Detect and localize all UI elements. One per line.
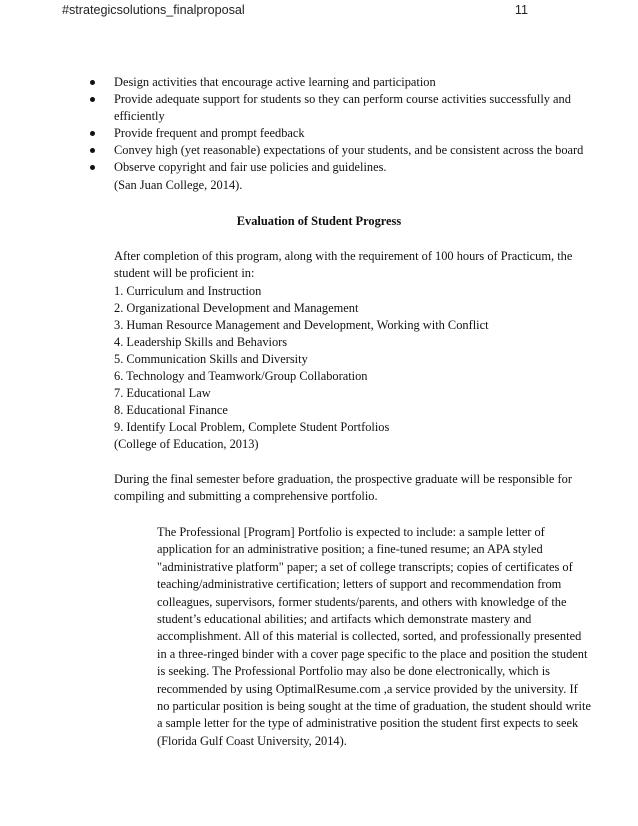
bullet-icon	[90, 97, 95, 102]
competency-list	[114, 283, 489, 436]
citation-college-of-education: (College of Education, 2013)	[114, 437, 259, 451]
page-header	[62, 3, 576, 19]
list-item: 2. Organizational Development and Management	[114, 301, 359, 315]
list-item: 7. Educational Law	[114, 386, 211, 400]
list-item: 5. Communication Skills and Diversity	[114, 352, 308, 366]
list-item: 4. Leadership Skills and Behaviors	[114, 335, 288, 349]
bullet-item: Observe copyright and fair use policies and guidelines.	[90, 159, 590, 176]
bullet-icon	[90, 148, 95, 153]
list-item: 1. Curriculum and Instruction	[114, 284, 262, 298]
bullet-icon	[90, 131, 95, 136]
bullet-icon	[90, 165, 95, 170]
bullet-item: Provide adequate support for students so they can perform course activities successfully and efficiently	[90, 91, 590, 125]
list-item: 8. Educational Finance	[114, 403, 228, 417]
page-number: 11	[514, 3, 528, 17]
list-item: 9. Identify Local Problem, Complete Student Portfolios	[114, 420, 390, 434]
intro-paragraph: After completion of this program, along with the requirement of 100 hours of Practicum, the student will be proficient in:	[114, 249, 573, 280]
guidelines-bullet-list	[90, 74, 590, 176]
bullet-item: Design activities that encourage active learning and participation	[90, 74, 590, 91]
final-semester-paragraph: During the final semester before graduation, the prospective graduate will be responsible for compiling and submitting a comprehensive portfolio.	[114, 472, 572, 503]
portfolio-block-quote: The Professional [Program] Portfolio is expected to include: a sample letter of application for an administrative position; a fine-tuned resume; an APA styled "administrative platform" paper; a set of college transcripts; copies of certificates of teaching/administrative certification; letters of support and recommendation from colleagues, supervisors, former students/parents, and others with knowledge of the student’s educational abilities; and artifacts which demonstrate mastery and accomplishment. All of this material is collected, sorted, and professionally presented in a three-ringed binder with a cover page specific to the place and position the student is seeking. The Professional Portfolio may also be done electronically, which is recommended by using OptimalResume.com ,a service provided by the university. If no particular position is being sought at the time of graduation, the student should write a sample letter for the type of administrative position the student first expects to seek (Florida Gulf Coast University, 2014).	[157, 525, 591, 748]
list-item: 3. Human Resource Management and Development, Working with Conflict	[114, 318, 489, 332]
section-heading: Evaluation of Student Progress	[236, 214, 402, 228]
bullet-icon	[90, 80, 95, 85]
citation-san-juan: (San Juan College, 2014).	[114, 178, 243, 192]
bullet-item: Provide frequent and prompt feedback	[90, 125, 590, 142]
bullet-item: Convey high (yet reasonable) expectations of your students, and be consistent across the board	[90, 142, 590, 159]
document-title: #strategicsolutions_finalproposal	[62, 3, 245, 17]
list-item: 6. Technology and Teamwork/Group Collaboration	[114, 369, 368, 383]
